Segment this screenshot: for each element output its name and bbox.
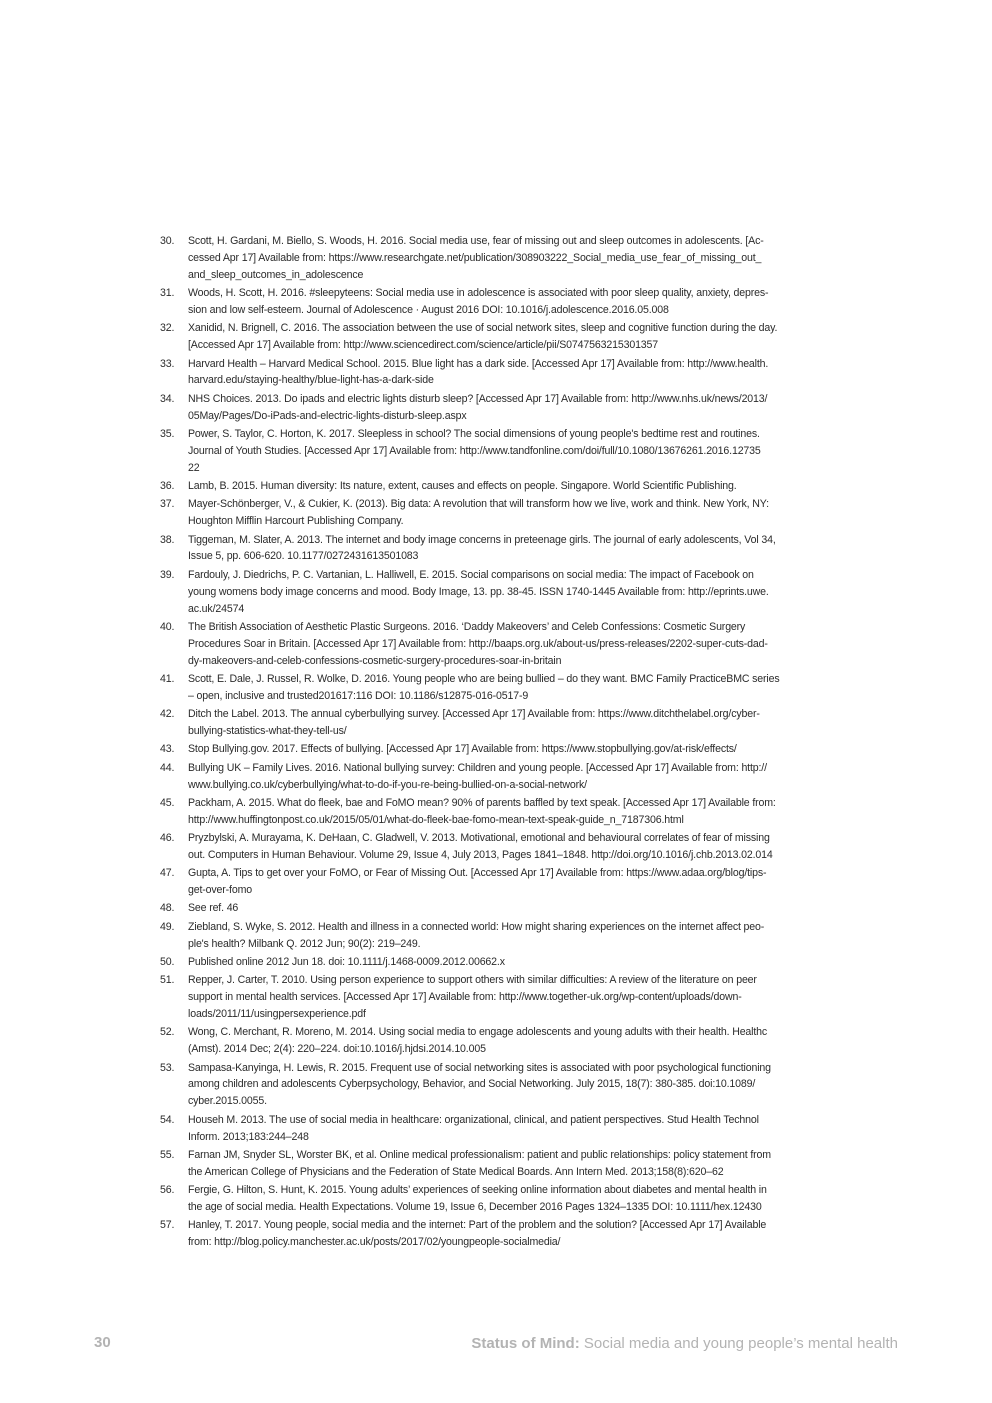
reference-text: Harvard Health – Harvard Medical School. 2015. Blue light has a dark side. [Accessed Apr 17] Available from: http://www.health. harvard.edu/staying-healthy/blue-light-has-a-dark-side [188, 357, 769, 387]
reference-item [160, 532, 828, 566]
reference-text: Hanley, T. 2017. Young people, social media and the internet: Part of the problem and the solution? [Accessed Apr 17] Available from: http://blog.policy.manchester.ac.uk/posts/2017/02/youngpeople-socialmedia/ [188, 1219, 767, 1249]
reference-number: 43. [160, 743, 175, 756]
running-title-rest: Social media and young people’s mental health [579, 1335, 898, 1352]
reference-text: Published online 2012 Jun 18. doi: 10.1111/j.1468-0009.2012.00662.x [188, 955, 505, 968]
reference-item [160, 356, 828, 390]
reference-item [160, 830, 828, 864]
reference-number: 35. [160, 427, 175, 440]
reference-item [160, 233, 828, 284]
reference-number: 44. [160, 761, 175, 774]
page-number: 30 [94, 1334, 111, 1351]
running-title [471, 1335, 898, 1352]
reference-number: 39. [160, 568, 175, 581]
reference-item [160, 619, 828, 670]
reference-item [160, 1182, 828, 1216]
reference-item [160, 1024, 828, 1058]
reference-text: Sampasa-Kanyinga, H. Lewis, R. 2015. Frequent use of social networking sites is associated with poor psychological functioning among children and adolescents Cyberpsychology, Behavior, and Social Networking. July 2015, 18(7): 380-385. doi:10.1089/ cyber.2015.0055. [188, 1061, 771, 1108]
reference-text: Scott, E. Dale, J. Russel, R. Wolke, D. 2016. Young people who are being bullied – do they want. BMC Family PracticeBMC series – open, inclusive and trusted201617:116 DOI: 10.1186/s12875-016-0517-9 [188, 672, 780, 702]
reference-number: 37. [160, 498, 175, 511]
reference-number: 49. [160, 920, 175, 933]
reference-text: Wong, C. Merchant, R. Moreno, M. 2014. Using social media to engage adolescents and young adults with their health. Healthc (Amst). 2014 Dec; 2(4): 220–224. doi:10.1016/j.hjdsi.2014.10.005 [188, 1026, 768, 1056]
reference-text: Power, S. Taylor, C. Horton, K. 2017. Sleepless in school? The social dimensions of young people's bedtime rest and routines. Journal of Youth Studies. [Accessed Apr 17] Available from: http://www.tandfonline.com/doi/full/10.1080/13676261.2016.12735 22 [188, 427, 761, 474]
reference-text: Tiggeman, M. Slater, A. 2013. The internet and body image concerns in preteenage girls. The journal of early adolescents, Vol 34, Issue 5, pp. 606-620. 10.1177/0272431613501083 [188, 533, 776, 563]
reference-text: Ziebland, S. Wyke, S. 2012. Health and illness in a connected world: How might sharing experiences on the internet affect peo- ple's health? Milbank Q. 2012 Jun; 90(2): 219–249. [188, 920, 765, 950]
reference-list [160, 233, 828, 1253]
reference-number: 34. [160, 392, 175, 405]
reference-number: 56. [160, 1184, 175, 1197]
reference-item [160, 671, 828, 705]
reference-number: 45. [160, 796, 175, 809]
reference-item [160, 706, 828, 740]
reference-number: 55. [160, 1148, 175, 1161]
reference-number: 38. [160, 533, 175, 546]
reference-item [160, 478, 828, 495]
reference-item [160, 741, 828, 758]
reference-number: 52. [160, 1026, 175, 1039]
reference-item [160, 954, 828, 971]
reference-item [160, 1147, 828, 1181]
reference-number: 33. [160, 357, 175, 370]
reference-item [160, 285, 828, 319]
reference-item [160, 760, 828, 794]
reference-text: Xanidid, N. Brignell, C. 2016. The association between the use of social network sites, sleep and cognitive function during the day. [Accessed Apr 17] Available from: http://www.sciencedirect.com/science/article/pii/S0747563215301357 [188, 322, 778, 352]
running-title-bold: Status of Mind: [471, 1335, 580, 1352]
reference-text: Farnan JM, Snyder SL, Worster BK, et al. Online medical professionalism: patient and public relationships: policy statement from the American College of Physicians and the Federation of State Medical Boards. Ann Intern Med. 2013;158(8):620–62 [188, 1148, 771, 1178]
reference-number: 42. [160, 708, 175, 721]
reference-text: Repper, J. Carter, T. 2010. Using person experience to support others with similar difficulties: A review of the literature on peer support in mental health services. [Accessed Apr 17] Available from: http://www.together-uk.org/wp-content/uploads/down- loads/2011/11/usingpersexperience.pdf [188, 974, 757, 1021]
reference-item [160, 567, 828, 618]
reference-text: Fergie, G. Hilton, S. Hunt, K. 2015. Young adults’ experiences of seeking online information about diabetes and mental health in the age of social media. Health Expectations. Volume 19, Issue 6, December 2016 Pages 1324–1335 DOI: 10.1111/hex.12430 [188, 1184, 767, 1213]
reference-number: 57. [160, 1219, 175, 1232]
reference-item [160, 972, 828, 1023]
reference-number: 41. [160, 672, 175, 685]
reference-item [160, 1217, 828, 1251]
reference-text: Packham, A. 2015. What do fleek, bae and FoMO mean? 90% of parents baffled by text speak. [Accessed Apr 17] Available from: http://www.huffingtonpost.co.uk/2015/05/01/what-do-fleek-bae-fomo-mean-text-speak-guide_n_7187306.html [188, 796, 776, 826]
reference-number: 40. [160, 620, 175, 633]
reference-number: 48. [160, 902, 175, 915]
reference-text: Lamb, B. 2015. Human diversity: Its nature, extent, causes and effects on people. Singapore. World Scientific Publishing. [188, 480, 737, 493]
reference-number: 54. [160, 1113, 175, 1126]
reference-text: Woods, H. Scott, H. 2016. #sleepyteens: Social media use in adolescence is associated with poor sleep quality, anxiety, depres- sion and low self-esteem. Journal of Adolescence · August 2016 DOI: 10.1016/j.adolescence.2016.05.008 [188, 287, 769, 317]
reference-item [160, 795, 828, 829]
reference-number: 36. [160, 480, 175, 493]
reference-number: 31. [160, 287, 175, 300]
reference-item [160, 865, 828, 899]
reference-number: 30. [160, 235, 175, 247]
reference-text: Stop Bullying.gov. 2017. Effects of bullying. [Accessed Apr 17] Available from: https://www.stopbullying.gov/at-risk/effects/ [188, 743, 737, 756]
reference-item [160, 900, 828, 917]
reference-text: Gupta, A. Tips to get over your FoMO, or Fear of Missing Out. [Accessed Apr 17] Available from: https://www.adaa.org/blog/tips- get-over-fomo [188, 867, 767, 897]
reference-item [160, 496, 828, 530]
reference-number: 32. [160, 322, 175, 335]
reference-number: 50. [160, 955, 175, 968]
reference-item [160, 919, 828, 953]
reference-item [160, 426, 828, 477]
reference-text: Pryzbylski, A. Murayama, K. DeHaan, C. Gladwell, V. 2013. Motivational, emotional and behavioural correlates of fear of missing out. Computers in Human Behaviour. Volume 29, Issue 4, July 2013, Pages 1841–1848. http://doi.org/10.1016/j.chb.2013.02.014 [188, 832, 773, 861]
reference-text: NHS Choices. 2013. Do ipads and electric lights disturb sleep? [Accessed Apr 17] Available from: http://www.nhs.uk/news/2013/ 05May/Pages/Do-iPads-and-electric-lights-disturb-sleep.aspx [188, 392, 768, 422]
reference-item [160, 1112, 828, 1146]
reference-number: 46. [160, 832, 175, 845]
reference-text: Househ M. 2013. The use of social media in healthcare: organizational, clinical, and patient perspectives. Stud Health Technol Inform. 2013;183:244–248 [188, 1113, 759, 1143]
reference-item [160, 1060, 828, 1111]
reference-text: Bullying UK – Family Lives. 2016. National bullying survey: Children and young people. [Accessed Apr 17] Available from: http:// www.bullying.co.uk/cyberbullying/what-to-do-if-you-re-being-bullied-on-a-social-network/ [188, 761, 767, 791]
reference-number: 47. [160, 867, 175, 880]
reference-number: 53. [160, 1061, 175, 1074]
reference-text: Fardouly, J. Diedrichs, P. C. Vartanian, L. Halliwell, E. 2015. Social comparisons on social media: The impact of Facebook on young womens body image concerns and mood. Body Image, 13. pp. 38-45. ISSN 1740-1445 Available from: http://eprints.uwe. ac.uk/24574 [188, 568, 769, 615]
reference-number: 51. [160, 974, 175, 987]
reference-text: Ditch the Label. 2013. The annual cyberbullying survey. [Accessed Apr 17] Available from: https://www.ditchthelabel.org/cyber- bullying-statistics-what-they-tell-us/ [188, 708, 760, 738]
reference-item [160, 391, 828, 425]
reference-text: Scott, H. Gardani, M. Biello, S. Woods, H. 2016. Social media use, fear of missing out and sleep outcomes in adolescents. [Ac- cessed Apr 17] Available from: https://www.researchgate.net/publication/308903222_Social_media_use_fear_of_missing_out_ and_sleep_outcomes_in_adolescence [188, 235, 764, 281]
reference-item [160, 320, 828, 354]
reference-text: See ref. 46 [188, 902, 239, 915]
reference-text: Mayer-Schönberger, V., & Cukier, K. (2013). Big data: A revolution that will transform how we live, work and think. New York, NY: Houghton Mifflin Harcourt Publishing Company. [188, 498, 769, 528]
reference-text: The British Association of Aesthetic Plastic Surgeons. 2016. ‘Daddy Makeovers’ and Celeb Confessions: Cosmetic Surgery Procedures Soar in Britain. [Accessed Apr 17] Available from: http://baaps.org.uk/about-us/press-releases/2202-super-cuts-dad- dy-makeovers-and-celeb-confessions-cosmetic-surgery-procedures-soar-in-britain [188, 620, 768, 667]
